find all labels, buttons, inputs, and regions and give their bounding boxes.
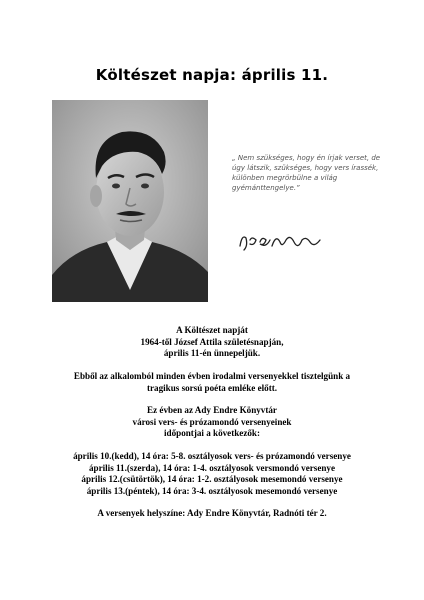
schedule-item: április 12.(csütörtök), 14 óra: 1-2. osztályosok mesemondó versenye <box>81 474 343 484</box>
portrait-photo <box>52 100 208 302</box>
tribute-line: tragikus sorsú poéta emléke előtt. <box>146 382 278 393</box>
announcement-line: Ez évben az Ady Endre Könyvtár <box>147 405 277 415</box>
announcement-line: időpontjai a következők: <box>164 428 260 438</box>
intro-line: április 11-én ünnepeljük. <box>163 348 261 358</box>
page-title: Költészet napja: április 11. <box>95 66 329 84</box>
intro-line: A Költészet napját <box>176 325 248 335</box>
venue-line: A versenyek helyszíne: Ady Endre Könyvtár, Radnóti tér 2. <box>97 508 327 518</box>
intro-line: 1964-től József Attila születésnapján, <box>140 336 284 347</box>
tribute-line: Ebből az alkalomból minden évben irodalmi versenyekkel tisztelgünk a <box>73 371 351 381</box>
competition-schedule <box>0 451 424 497</box>
schedule-item: április 11.(szerda), 14 óra: 1-4. osztályosok versmondó versenye <box>88 462 335 473</box>
tribute-paragraph <box>0 371 424 394</box>
announcement-line: városi vers- és prózamondó versenyeinek <box>132 416 292 427</box>
schedule-item: április 13.(péntek), 14 óra: 3-4. osztályosok mesemondó versenye <box>86 485 338 496</box>
intro-paragraph <box>0 325 424 360</box>
venue-paragraph <box>0 508 424 520</box>
poet-signature <box>236 226 326 256</box>
poet-quote: „ Nem szükséges, hogy én írjak verset, de úgy látszik, szükséges, hogy vers írassék, különben megrörbülne a világ gyémánttengelye.” <box>232 154 381 192</box>
announcement-paragraph <box>0 405 424 440</box>
schedule-item: április 10.(kedd), 14 óra: 5-8. osztályosok vers- és prózamondó versenye <box>73 451 351 461</box>
